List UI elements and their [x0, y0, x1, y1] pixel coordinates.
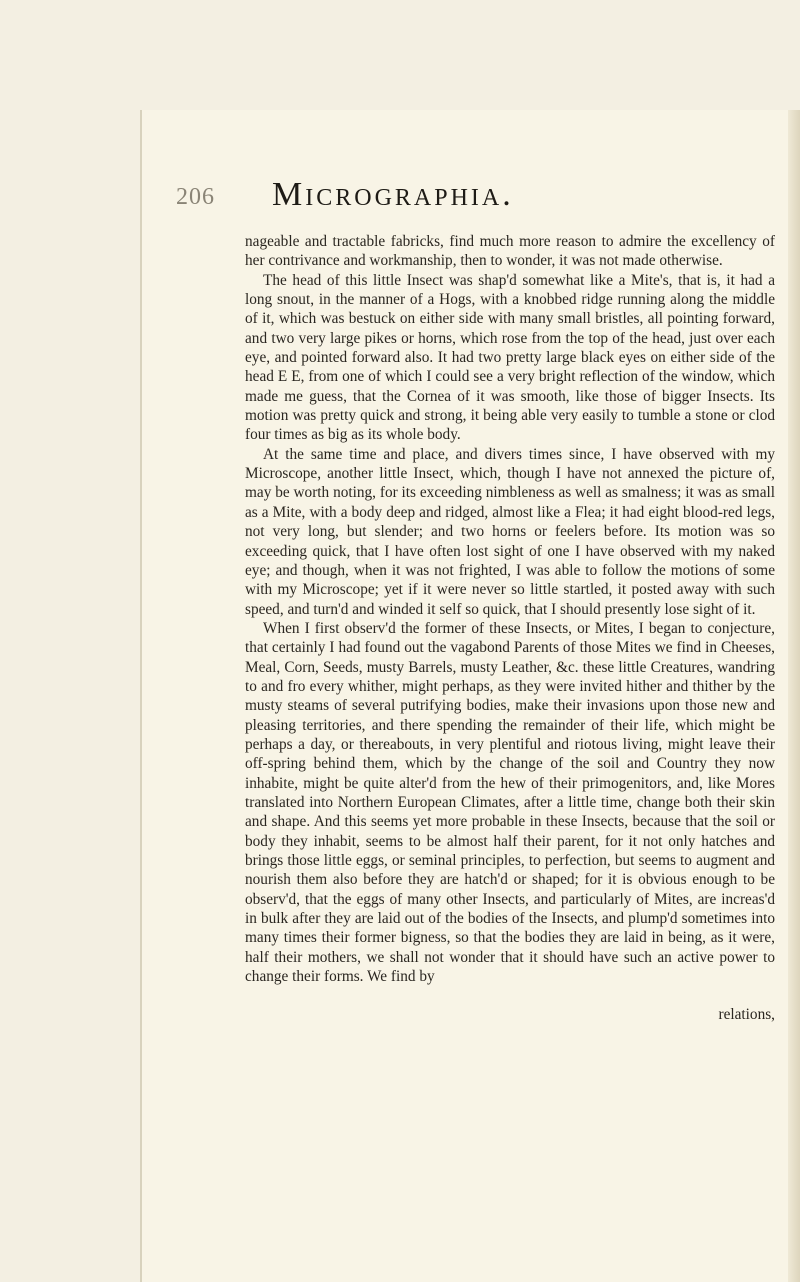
page-header: [160, 178, 800, 218]
page-number: 206: [176, 184, 215, 210]
paragraph-3: At the same time and place, and divers times since, I have observed with my Microscope, another little Insect, which, though I have not annexed the picture of, may be worth noting, for its exceeding nimbleness as well as smalness; it was as small as a Mite, with a body deep and ridged, almost like a Flea; it had eight blood-red legs, not very long, but slender; and two horns or feelers before. Its motion was so exceeding quick, that I have often lost sight of one I have observed with my naked eye; and though, when it was not frighted, I was able to follow the motions of some with my Microscope; yet if it were never so little startled, it posted away with such speed, and turn'd and winded it self so quick, that I should presently lose sight of it.: [245, 445, 775, 618]
paragraph-2: The head of this little Insect was shap'd somewhat like a Mite's, that is, it had a long snout, in the manner of a Hogs, with a knobbed ridge running along the middle of it, which was bestuck on either side with many small bristles, all pointing forward, and two very large pikes or horns, which rose from the top of the head, just over each eye, and pointed forward also. It had two pretty large black eyes on either side of the head E E, from one of which I could see a very bright reflection of the window, which made me guess, that the Cornea of it was smooth, like those of bigger Insects. Its motion was pretty quick and strong, it being able very easily to tumble a stone or clod four times as big as its whole body.: [245, 271, 775, 444]
catchword: relations,: [718, 1006, 775, 1023]
paragraph-4: When I first observ'd the former of these Insects, or Mites, I began to conjecture, that certainly I had found out the vagabond Parents of those Mites we find in Cheeses, Meal, Corn, Seeds, musty Barrels, musty Leather, &c. these little Creatures, wandring to and fro every whither, might perhaps, as they were invited hither and thither by the musty steams of several putrifying bodies, make their invasions upon those new and pleasing territories, and there spending the remainder of their life, which might be perhaps a day, or thereabouts, in very plentiful and riotous living, might leave their off-spring behind them, which by the change of the soil and Country they now inhabite, might be quite alter'd from the hew of their primogenitors, and, like Mores translated into Northern European Climates, after a little time, change both their skin and shape. And this seems yet more probable in these Insects, because that the soil or body they inhabit, seems to be almost half their parent, for it not only hatches and brings those little eggs, or seminal principles, to perfection, but seems to augment and nourish them also before they are hatch'd or shaped; for it is obvious enough to be observ'd, that the eggs of many other Insects, and particularly of Mites, are increas'd in bulk after they are laid out of the bodies of the Insects, and plump'd sometimes into many times their former bigness, so that the bodies they are laid in being, as it were, half their mothers, we shall not wonder that it should have such an active power to change their forms. We find by: [245, 619, 775, 986]
paragraph-1: nageable and tractable fabricks, find much more reason to admire the excellency of her contrivance and workmanship, then to wonder, it was not made otherwise.: [245, 233, 775, 270]
running-head: Micrographia.: [272, 176, 514, 213]
body-text: [245, 232, 775, 986]
page-edge: [788, 110, 800, 1282]
